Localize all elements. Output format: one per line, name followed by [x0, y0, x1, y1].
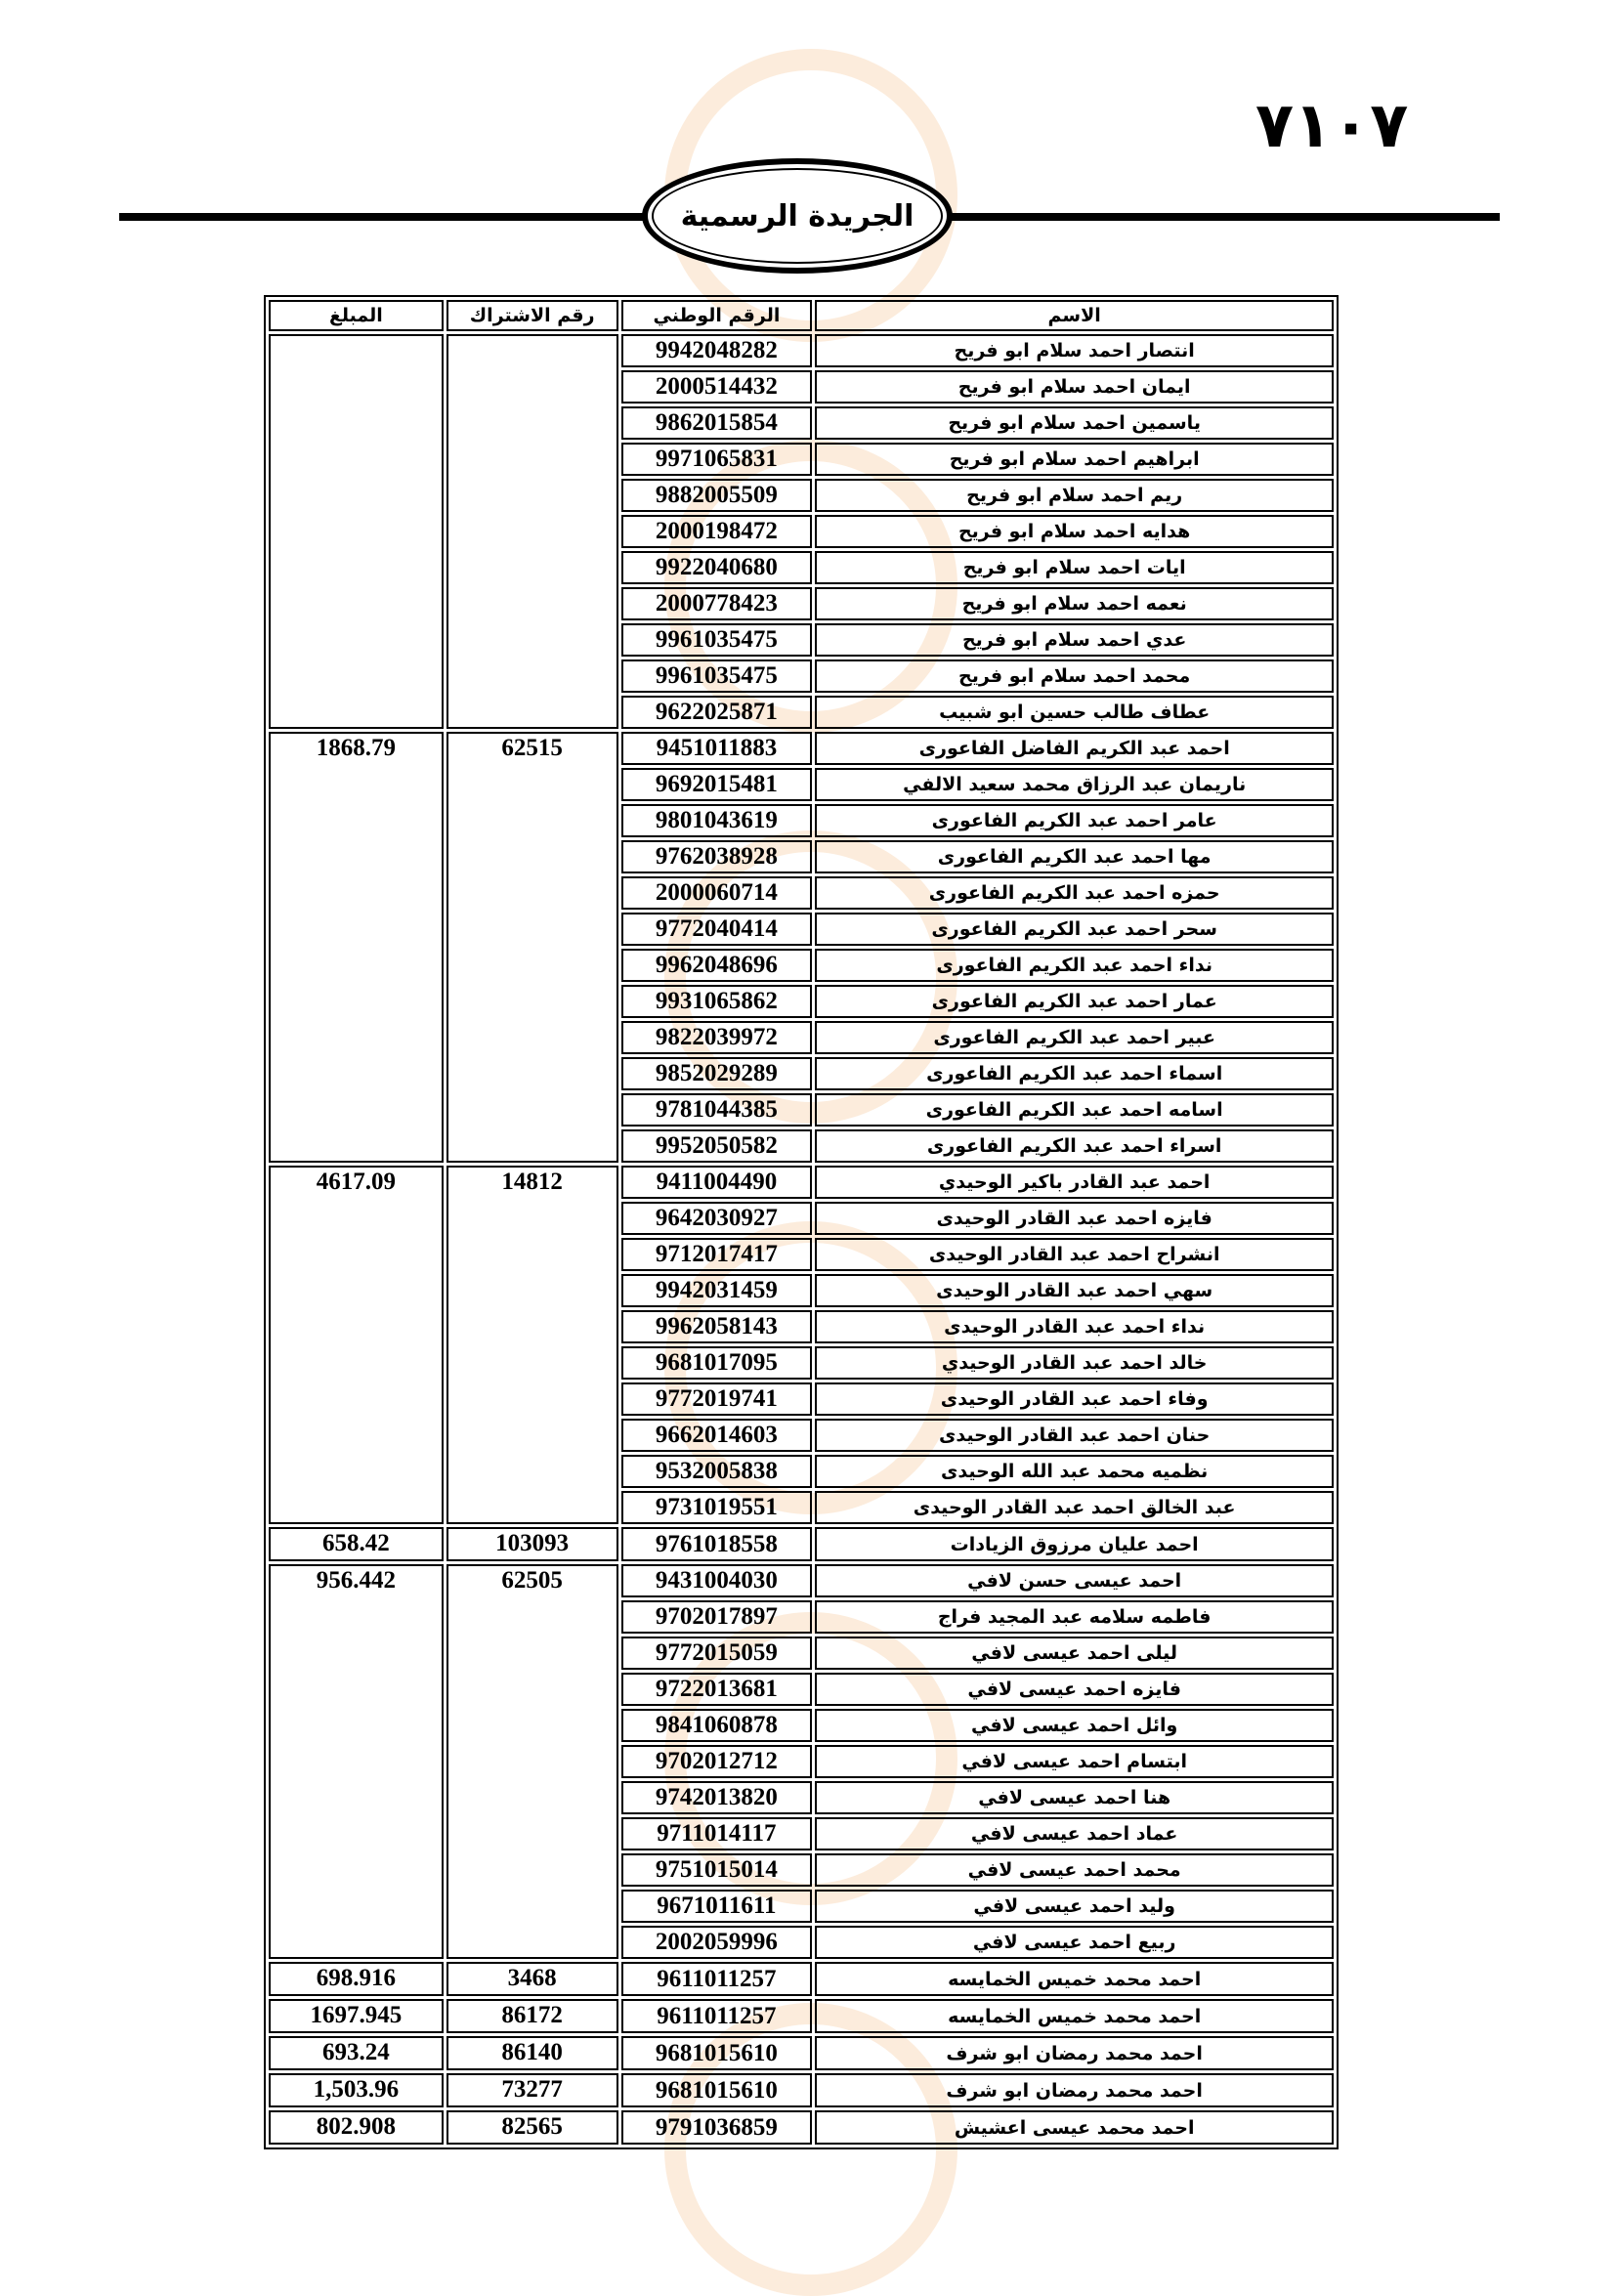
header-oval	[642, 158, 953, 274]
subscription-cell: 14812	[447, 1166, 618, 1524]
name-cell: احمد عيسى حسن لافي	[815, 1564, 1334, 1597]
name-cell: احمد محمد خميس الخمايسه	[815, 1962, 1334, 1996]
national-id-cell: 9712017417	[621, 1238, 813, 1271]
table-row	[269, 1166, 1334, 1199]
header-amount: المبلغ	[269, 300, 444, 331]
table-row	[269, 2110, 1334, 2145]
national-id-cell: 9942031459	[621, 1274, 813, 1307]
name-cell: فايزه احمد عبد القادر الوحيدى	[815, 1202, 1334, 1235]
header-title: الجريدة الرسمية	[680, 198, 914, 234]
name-cell: هدايه احمد سلام ابو فريح	[815, 515, 1334, 548]
name-cell: ريم احمد سلام ابو فريح	[815, 479, 1334, 512]
name-cell: ليلى احمد عيسى لافي	[815, 1637, 1334, 1670]
name-cell: نعمه احمد سلام ابو فريح	[815, 587, 1334, 620]
name-cell: احمد محمد رمضان ابو شرف	[815, 2036, 1334, 2070]
national-id-cell: 9731019551	[621, 1491, 813, 1524]
table-row	[269, 1527, 1334, 1561]
national-id-cell: 2000514432	[621, 370, 813, 404]
table-body	[269, 334, 1334, 2145]
national-id-cell: 9762038928	[621, 840, 813, 873]
national-id-cell: 9681015610	[621, 2073, 813, 2107]
national-id-cell: 9671011611	[621, 1890, 813, 1923]
national-id-cell: 9681015610	[621, 2036, 813, 2070]
national-id-cell: 9622025871	[621, 696, 813, 729]
national-id-cell: 9971065831	[621, 443, 813, 476]
national-id-cell: 9841060878	[621, 1709, 813, 1742]
national-id-cell: 9962048696	[621, 949, 813, 982]
amount-cell: 693.24	[269, 2036, 444, 2070]
national-id-cell: 9882005509	[621, 479, 813, 512]
table-row	[269, 1999, 1334, 2033]
national-id-cell: 9702012712	[621, 1745, 813, 1778]
table-header-row	[269, 300, 1334, 331]
name-cell: احمد محمد رمضان ابو شرف	[815, 2073, 1334, 2107]
subscription-cell: 86172	[447, 1999, 618, 2033]
table-row	[269, 1962, 1334, 1996]
name-cell: حنان احمد عبد القادر الوحيدى	[815, 1419, 1334, 1452]
national-id-cell: 9431004030	[621, 1564, 813, 1597]
name-cell: احمد عليان مرزوق الزيادات	[815, 1527, 1334, 1561]
national-id-cell: 9961035475	[621, 623, 813, 657]
national-id-cell: 9611011257	[621, 1962, 813, 1996]
header-name: الاسم	[815, 300, 1334, 331]
name-cell: نداء احمد عبد الكريم الفاعورى	[815, 949, 1334, 982]
name-cell: مها احمد عبد الكريم الفاعورى	[815, 840, 1334, 873]
national-id-cell: 9751015014	[621, 1853, 813, 1887]
header-national-id: الرقم الوطني	[621, 300, 813, 331]
national-id-cell: 9702017897	[621, 1600, 813, 1634]
national-id-cell: 9952050582	[621, 1129, 813, 1163]
name-cell: سهي احمد عبد القادر الوحيدى	[815, 1274, 1334, 1307]
header-subscription: رقم الاشتراك	[447, 300, 618, 331]
name-cell: عامر احمد عبد الكريم الفاعورى	[815, 804, 1334, 837]
name-cell: نداء احمد عبد القادر الوحيدى	[815, 1310, 1334, 1343]
national-id-cell: 9411004490	[621, 1166, 813, 1199]
name-cell: انتصار احمد سلام ابو فريح	[815, 334, 1334, 367]
subscription-cell: 73277	[447, 2073, 618, 2107]
national-id-cell: 2002059996	[621, 1926, 813, 1959]
national-id-cell: 9942048282	[621, 334, 813, 367]
name-cell: احمد عبد الكريم الفاضل الفاعورى	[815, 732, 1334, 765]
national-id-cell: 9931065862	[621, 985, 813, 1018]
name-cell: عطاف طالب حسين ابو شبيب	[815, 696, 1334, 729]
national-id-cell: 9611011257	[621, 1999, 813, 2033]
name-cell: ابراهيم احمد سلام ابو فريح	[815, 443, 1334, 476]
national-id-cell: 9642030927	[621, 1202, 813, 1235]
table-row	[269, 1564, 1334, 1597]
subscription-cell: 62515	[447, 732, 618, 1163]
national-id-cell: 9451011883	[621, 732, 813, 765]
name-cell: محمد احمد عيسى لافي	[815, 1853, 1334, 1887]
national-id-cell: 9801043619	[621, 804, 813, 837]
national-id-cell: 9772040414	[621, 913, 813, 946]
subscription-cell: 86140	[447, 2036, 618, 2070]
amount-cell: 1,503.96	[269, 2073, 444, 2107]
name-cell: عبير احمد عبد الكريم الفاعورى	[815, 1021, 1334, 1054]
national-id-cell: 9662014603	[621, 1419, 813, 1452]
name-cell: ايمان احمد سلام ابو فريح	[815, 370, 1334, 404]
name-cell: هنا احمد عيسى لافي	[815, 1781, 1334, 1814]
name-cell: اسامه احمد عبد الكريم الفاعورى	[815, 1093, 1334, 1127]
national-id-cell: 9862015854	[621, 406, 813, 440]
name-cell: ايات احمد سلام ابو فريح	[815, 551, 1334, 584]
national-id-cell: 9852029289	[621, 1057, 813, 1090]
national-id-cell: 9742013820	[621, 1781, 813, 1814]
page-number: ٧١٠٧	[1255, 90, 1409, 162]
national-id-cell: 2000060714	[621, 876, 813, 910]
subscription-cell: 103093	[447, 1527, 618, 1561]
national-id-cell: 9822039972	[621, 1021, 813, 1054]
subscription-cell: 82565	[447, 2110, 618, 2145]
name-cell: ياسمين احمد سلام ابو فريح	[815, 406, 1334, 440]
amount-cell: 698.916	[269, 1962, 444, 1996]
national-id-cell: 9532005838	[621, 1455, 813, 1488]
amount-cell: 1697.945	[269, 1999, 444, 2033]
national-id-cell: 9761018558	[621, 1527, 813, 1561]
national-id-cell: 9781044385	[621, 1093, 813, 1127]
name-cell: وليد احمد عيسى لافي	[815, 1890, 1334, 1923]
national-id-cell: 9961035475	[621, 659, 813, 693]
name-cell: وفاء احمد عبد القادر الوحيدى	[815, 1382, 1334, 1416]
national-id-cell: 2000198472	[621, 515, 813, 548]
name-cell: عماد احمد عيسى لافي	[815, 1817, 1334, 1850]
amount-cell: 1868.79	[269, 732, 444, 1163]
oval-inner-ring	[652, 168, 943, 264]
name-cell: احمد عبد القادر باكير الوحيدي	[815, 1166, 1334, 1199]
name-cell: احمد محمد خميس الخمايسه	[815, 1999, 1334, 2033]
national-id-cell: 9772019741	[621, 1382, 813, 1416]
amount-cell: 4617.09	[269, 1166, 444, 1524]
name-cell: محمد احمد سلام ابو فريح	[815, 659, 1334, 693]
name-cell: انشراح احمد عبد القادر الوحيدى	[815, 1238, 1334, 1271]
subscription-cell	[447, 334, 618, 729]
name-cell: ابتسام احمد عيسى لافي	[815, 1745, 1334, 1778]
national-id-cell: 9722013681	[621, 1673, 813, 1706]
national-id-cell: 9681017095	[621, 1346, 813, 1380]
national-id-cell: 9692015481	[621, 768, 813, 801]
name-cell: خالد احمد عبد القادر الوحيدي	[815, 1346, 1334, 1380]
name-cell: حمزه احمد عبد الكريم الفاعورى	[815, 876, 1334, 910]
name-cell: اسراء احمد عبد الكريم الفاعورى	[815, 1129, 1334, 1163]
name-cell: اسماء احمد عبد الكريم الفاعورى	[815, 1057, 1334, 1090]
amount-cell	[269, 334, 444, 729]
name-cell: ناريمان عبد الرزاق محمد سعيد الالفي	[815, 768, 1334, 801]
national-id-cell: 9711014117	[621, 1817, 813, 1850]
amount-cell: 802.908	[269, 2110, 444, 2145]
national-id-cell: 9922040680	[621, 551, 813, 584]
name-cell: احمد محمد عيسى اعشيش	[815, 2110, 1334, 2145]
table-row	[269, 2036, 1334, 2070]
name-cell: فايزه احمد عيسى لافي	[815, 1673, 1334, 1706]
amount-cell: 658.42	[269, 1527, 444, 1561]
table-row	[269, 334, 1334, 367]
subscription-cell: 3468	[447, 1962, 618, 1996]
table-row	[269, 2073, 1334, 2107]
subscription-cell: 62505	[447, 1564, 618, 1959]
national-id-cell: 9962058143	[621, 1310, 813, 1343]
national-id-cell: 9791036859	[621, 2110, 813, 2145]
name-cell: ربيع احمد عيسى لافي	[815, 1926, 1334, 1959]
national-id-cell: 2000778423	[621, 587, 813, 620]
table-row	[269, 732, 1334, 765]
name-cell: عمار احمد عبد الكريم الفاعورى	[815, 985, 1334, 1018]
name-cell: نظميه محمد عبد الله الوحيدى	[815, 1455, 1334, 1488]
national-id-cell: 9772015059	[621, 1637, 813, 1670]
amount-cell: 956.442	[269, 1564, 444, 1959]
name-cell: عدي احمد سلام ابو فريح	[815, 623, 1334, 657]
name-cell: فاطمه سلامه عبد المجيد فراج	[815, 1600, 1334, 1634]
name-cell: عبد الخالق احمد عبد القادر الوحيدى	[815, 1491, 1334, 1524]
name-cell: سحر احمد عبد الكريم الفاعورى	[815, 913, 1334, 946]
subscribers-table	[264, 295, 1339, 2149]
name-cell: وائل احمد عيسى لافي	[815, 1709, 1334, 1742]
